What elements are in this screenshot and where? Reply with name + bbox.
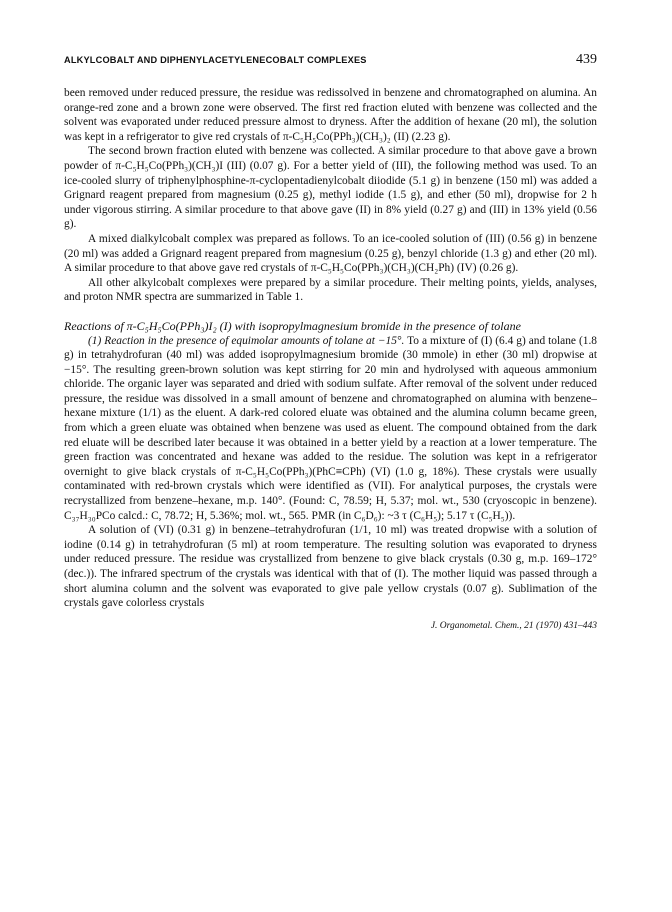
paragraph: All other alkylcobalt complexes were prepared by a similar procedure. Their melting points, yields, analyses, and proton NMR spectra are summarized in Table 1. [64, 276, 597, 304]
subsection-text: To a mixture of (I) (6.4 g) and tolane (1.8 g) in tetrahydrofuran (40 ml) was added isopropylmagnesium bromide (30 mmole) in ether (30 ml) dropwise at −15°. The resulting green-brown solution was kept stirring for 20 min and hydrolysed with aqueous ammonium chloride. The organic layer was separated and dried with sodium sulfate. After removal of the solvent under reduced pressure, the residue was dissolved in a small amount of benzene and chromatographed on alumina with benzene–hexane mixture (1/1) as the eluent. A dark-red colored eluate was obtained and the alumina column became green, from which a green eluate was obtained when benzene was used as eluent. The compound obtained from the dark red eluate will be described later because it was obtained in a better yield by a reaction at a lower temperature. The green fraction was concentrated and hexane was added to the residue. The solution was kept in a refrigerator overnight to give black crystals of π-C₅H₅Co(PPh₃)(PhC≡CPh) (VI) (1.0 g, 18%). These crystals were usually contaminated with red-brown crystals which were identified as (VII). For analytical purposes, the crystals were recrystallized from benzene–hexane, m.p. 140°. (Found: C, 78.59; H, 5.37; mol. wt., 530 (cryoscopic in benzene). C₃₇H₃₀PCo calcd.: C, 78.72; H, 5.36%; mol. wt., 565. PMR (in C₆D₆): ~3 τ (C₆H₅); 5.17 τ (C₅H₅)). [64, 334, 597, 522]
paragraph: A mixed dialkylcobalt complex was prepared as follows. To an ice-cooled solution of (III) (0.56 g) in benzene (20 ml) was added a Grignard reagent prepared from magnesium (0.25 g), benzyl chloride (1.3 g) and ether (20 ml). A similar procedure to that above gave red crystals of π-C₅H₅Co(PPh₃)(CH₃)(CH₂Ph) (IV) (0.26 g). [64, 232, 597, 275]
body-text [64, 86, 597, 611]
subsection-label: (1) Reaction in the presence of equimolar amounts of tolane at −15°. [88, 334, 405, 347]
paragraph: A solution of (VI) (0.31 g) in benzene–tetrahydrofuran (1/1, 10 ml) was treated dropwise with a solution of iodine (0.14 g) in tetrahydrofuran (5 ml) at room temperature. The resulting solution was evaporated to dryness under reduced pressure. The residue was crystallized from benzene to give black crystals (0.30 g, m.p. 169–172° (dec.)). The infrared spectrum of the crystals was identical with that of (I). The mother liquid was passed through a short alumina column and the solvent was evaporated to give pale yellow crystals (0.07 g). Sublimation of the crystals gave colorless crystals [64, 524, 597, 610]
paragraph: The second brown fraction eluted with benzene was collected. A similar procedure to that above gave a brown powder of π-C₅H₅Co(PPh₃)(CH₃)I (III) (0.07 g). For a better yield of (III), the following method was used. To an ice-cooled slurry of triphenylphosphine-π-cyclopentadienylcobalt diiodide (5.1 g) in benzene (150 ml) was added a Grignard reagent prepared from magnesium (0.25 g), methyl iodide (1.5 g), and ether (50 ml), dropwise for 2 h under vigorous stirring. A similar procedure to that above gave (II) in 8% yield (0.27 g) and (III) in 13% yield (0.56 g). [64, 145, 597, 231]
journal-page [64, 52, 597, 631]
paragraph: been removed under reduced pressure, the residue was redissolved in benzene and chromatographed on alumina. An orange-red zone and a brown zone were observed. The first red fraction eluted with benzene was collected and the solvent was evaporated under reduced pressure almost to dryness. After the addition of hexane (20 ml), the solution was kept in a refrigerator to give red crystals of π-C₅H₅Co(PPh₃)(CH₃)₂ (II) (2.23 g). [64, 87, 597, 143]
journal-citation: J. Organometal. Chem., 21 (1970) 431–443 [430, 620, 597, 631]
subsection-paragraph [64, 334, 597, 524]
page-header [64, 52, 597, 74]
section-gap [64, 305, 597, 319]
running-head: ALKYLCOBALT AND DIPHENYLACETYLENECOBALT COMPLEXES [64, 55, 367, 65]
section-heading: Reactions of π-C₅H₅Co(PPh₃)I₂ (I) with isopropylmagnesium bromide in the presence of tolane [64, 318, 521, 333]
page-number: 439 [576, 52, 597, 67]
